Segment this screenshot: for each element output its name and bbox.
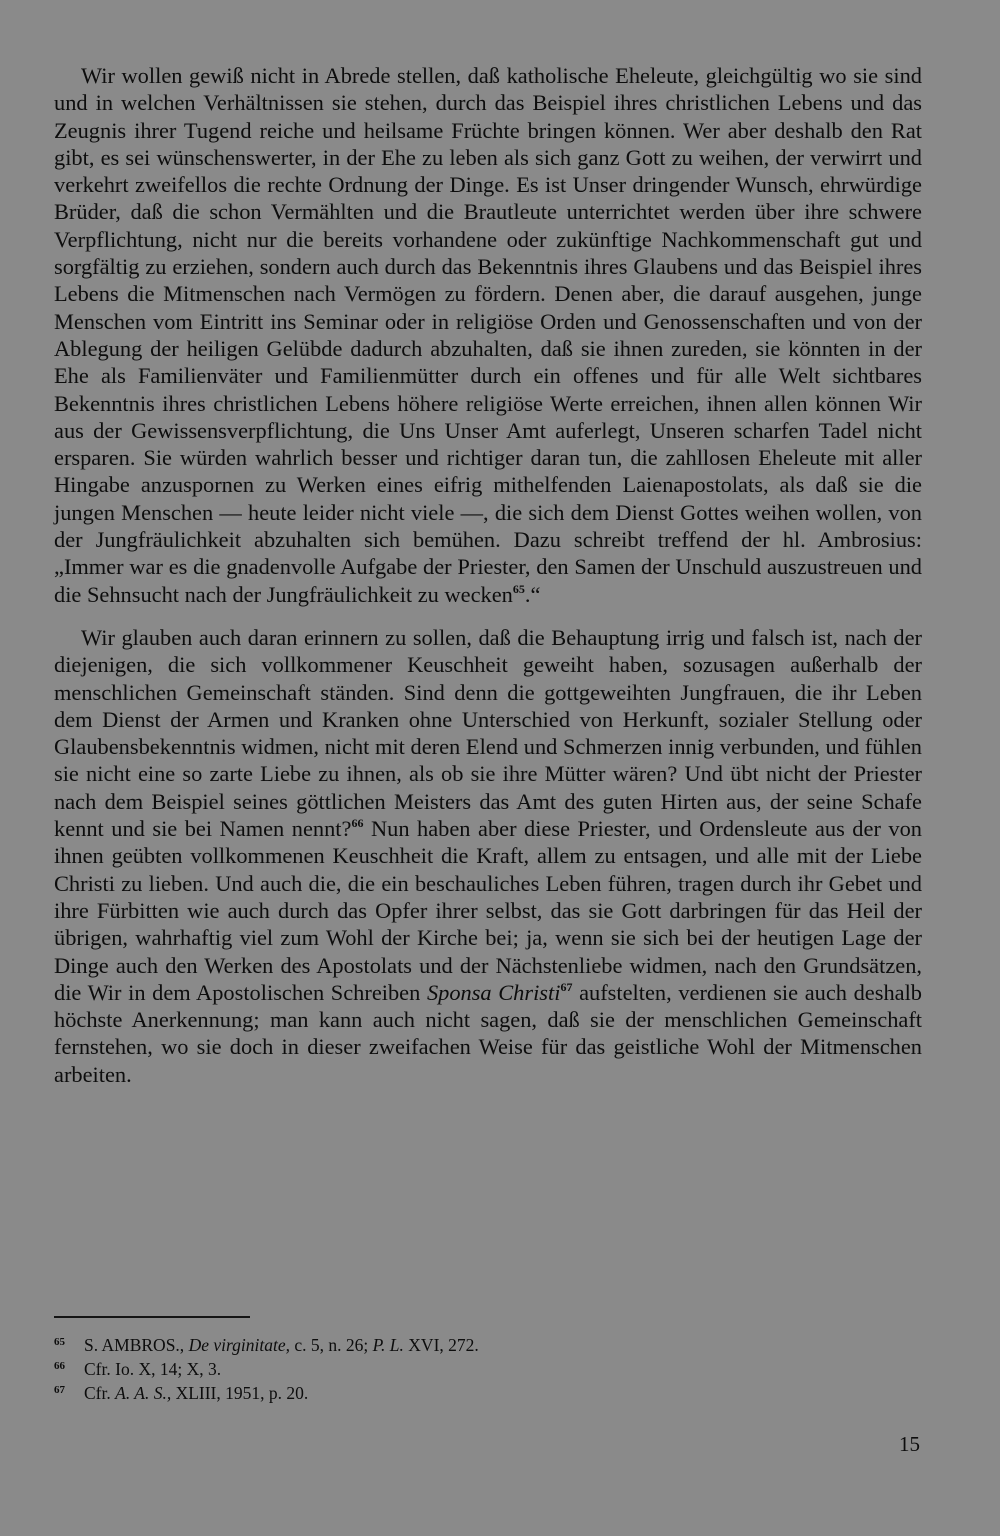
page-number: 15 <box>899 1432 920 1456</box>
footnote-text: Cfr. <box>84 1383 116 1403</box>
footnote-66 <box>54 1356 922 1380</box>
footnote-ref-65[interactable]: 65 <box>512 581 525 596</box>
footnote-divider <box>54 1316 250 1318</box>
footnotes <box>54 1332 922 1404</box>
paragraph-2-text-a: Wir glauben auch daran erinnern zu sollen, daß die Behauptung irrig und falsch ist, nach der diejenigen, die sich vollkommener Keuschheit geweiht haben, sozusagen außerhalb der menschlichen Gemeinschaft ständen. Sind denn die gottgeweihten Jungfrauen, die ihr Leben dem Dienst der Armen und Kranken ohne Unterschied von Herkunft, sozialer Stellung oder Glaubensbekenntnis widmen, nicht mit deren Elend und Schmerzen innig verbunden, und fühlen sie nicht eine so zarte Liebe zu ihnen, als ob sie ihre Mütter wären? Und übt nicht der Priester nach dem Beispiel seines göttlichen Meisters das Amt des guten Hirten aus, der seine Schafe kennt und sie bei Namen nennt? <box>54 624 922 842</box>
footnote-text: c. 5, n. 26; <box>289 1335 373 1355</box>
paragraph-1-close: .“ <box>524 581 541 607</box>
footnote-65 <box>54 1332 922 1356</box>
footnote-ref-66[interactable]: 66 <box>351 816 364 831</box>
paragraph-2-text-b: Nun haben aber diese Priester, und Ordensleute aus der von ihnen geübten vollkommenen Keuschheit die Kraft, allem zu entsagen, und alle mit der Liebe Christi zu lieben. Und auch die, die ein beschauliches Leben führen, tragen durch ihr Gebet und ihre Fürbitten wie auch durch das Opfer ihrer selbst, das sie Gott darbringen für das Heil der übrigen, wahrhaftig viel zum Wohl der Kirche bei; ja, wenn sie sich bei der heutigen Lage der Dinge auch den Werken des Apostolats und der Nächstenliebe widmen, nach den Grundsätzen, die Wir in dem Apostolischen Schreiben <box>54 816 922 1005</box>
footnote-italic: A. A. S., <box>115 1383 172 1403</box>
paragraph-1 <box>54 62 922 608</box>
footnote-number: 65 <box>54 1336 65 1348</box>
footnote-italic: P. L. <box>372 1335 404 1355</box>
footnote-text: S. AMBROS., <box>84 1335 189 1355</box>
footnote-italic: De virginitate, <box>188 1335 290 1355</box>
paragraph-1-text: Wir wollen gewiß nicht in Abrede stellen, daß katholische Eheleute, gleichgültig wo sie sind und in welchen Verhältnissen sie stehen, durch das Beispiel ihres christlichen Lebens und das Zeugnis ihrer Tugend reiche und heilsame Früchte bringen können. Wer aber deshalb den Rat gibt, es sei wünschenswerter, in der Ehe zu leben als sich ganz Gott zu weihen, der verwirrt und verkehrt zweifellos die rechte Ordnung der Dinge. Es ist Unser dringender Wunsch, ehrwürdige Brüder, daß die schon Vermählten und die Brautleute unterrichtet werden über ihre schwere Verpflichtung, nicht nur die bereits vorhandene oder zukünftige Nachkommenschaft gut und sorgfältig zu erziehen, sondern auch durch das Bekenntnis ihres Glaubens und das Beispiel ihres Lebens die Mitmenschen nach Vermögen zu fördern. Denen aber, die darauf ausgehen, junge Menschen vom Eintritt ins Seminar oder in religiöse Orden und Genossenschaften und von der Ablegung der heiligen Gelübde dadurch abzuhalten, daß sie ihnen zureden, sie könnten in der Ehe als Familienväter und Familienmütter durch ein offenes und für alle Welt sichtbares Bekenntnis ihres christlichen Lebens höhere religiöse Werte erreichen, ihnen allen können Wir aus der Gewissensverpflichtung, die Uns Unser Amt auferlegt, Unseren scharfen Tadel nicht ersparen. Sie würden wahrlich besser und richtiger daran tun, die zahllosen Eheleute mit aller Hingabe anzuspornen zu Werken eines eifrig mithelfenden Laienapostolats, als daß sie die jungen Menschen — heute leider nicht viele —, die sich dem Dienst Gottes weihen wollen, von der Jungfräulichkeit abzuhalten sich bemühen. Dazu schreibt treffend der hl. Ambrosius: „Immer war es die gnadenvolle Aufgabe der Priester, den Samen der Unschuld auszustreuen und die Sehnsucht nach der Jungfräulichkeit zu wecken <box>54 63 922 607</box>
footnote-67 <box>54 1380 922 1404</box>
footnote-text: XLIII, 1951, p. 20. <box>171 1383 309 1403</box>
paragraph-2-text-c: aufstelten, verdienen sie auch deshalb höchste Anerkennung; man kann auch nicht sagen, daß sie der menschlichen Gemeinschaft fernstehen, wo sie doch in dieser zweifachen Weise für das geistliche Wohl der Mitmenschen arbeiten. <box>54 979 922 1087</box>
footnote-text: XVI, 272. <box>403 1335 479 1355</box>
footnote-ref-67[interactable]: 67 <box>560 979 573 994</box>
paragraph-2 <box>54 624 922 1088</box>
footnote-text: Cfr. Io. X, 14; X, 3. <box>84 1359 222 1379</box>
footnote-number: 66 <box>54 1360 65 1372</box>
footnote-number: 67 <box>54 1384 65 1396</box>
page-body <box>54 62 922 1088</box>
paragraph-2-italic-title: Sponsa Christi <box>426 979 561 1005</box>
